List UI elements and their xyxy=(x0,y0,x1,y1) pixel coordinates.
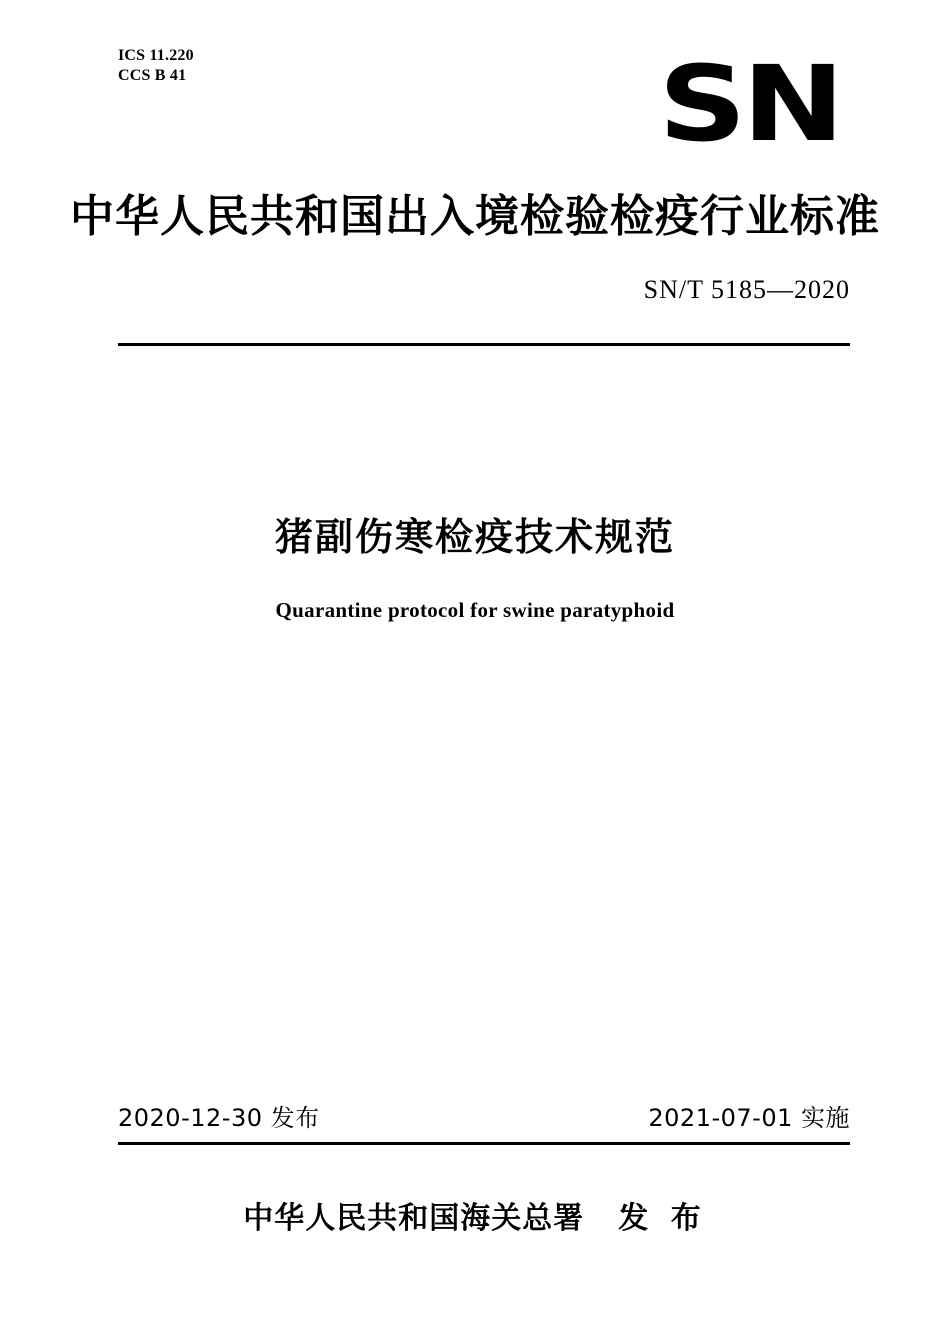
dates-row xyxy=(118,1098,850,1133)
issuer-action: 发 布 xyxy=(618,1201,707,1236)
authority-title: 中华人民共和国出入境检验检疫行业标准 xyxy=(70,191,880,242)
classification-meta xyxy=(118,46,194,86)
sn-logo: SN xyxy=(658,43,840,165)
header-divider xyxy=(118,343,850,346)
issue-date: 2020-12-30 发布 xyxy=(118,1104,320,1132)
issuer-name: 中华人民共和国海关总署 xyxy=(243,1201,585,1236)
issuer-line xyxy=(0,1193,950,1237)
ccs-code: CCS B 41 xyxy=(118,67,187,84)
document-title-english: Quarantine protocol for swine paratyphoid xyxy=(275,598,675,622)
document-title-chinese: 猪副伤寒检疫技术规范 xyxy=(274,515,675,559)
effective-date: 2021-07-01 实施 xyxy=(648,1104,850,1132)
standard-number: SN/T 5185—2020 xyxy=(643,275,850,304)
ics-code: ICS 11.220 xyxy=(118,47,194,64)
footer-divider xyxy=(118,1142,850,1145)
